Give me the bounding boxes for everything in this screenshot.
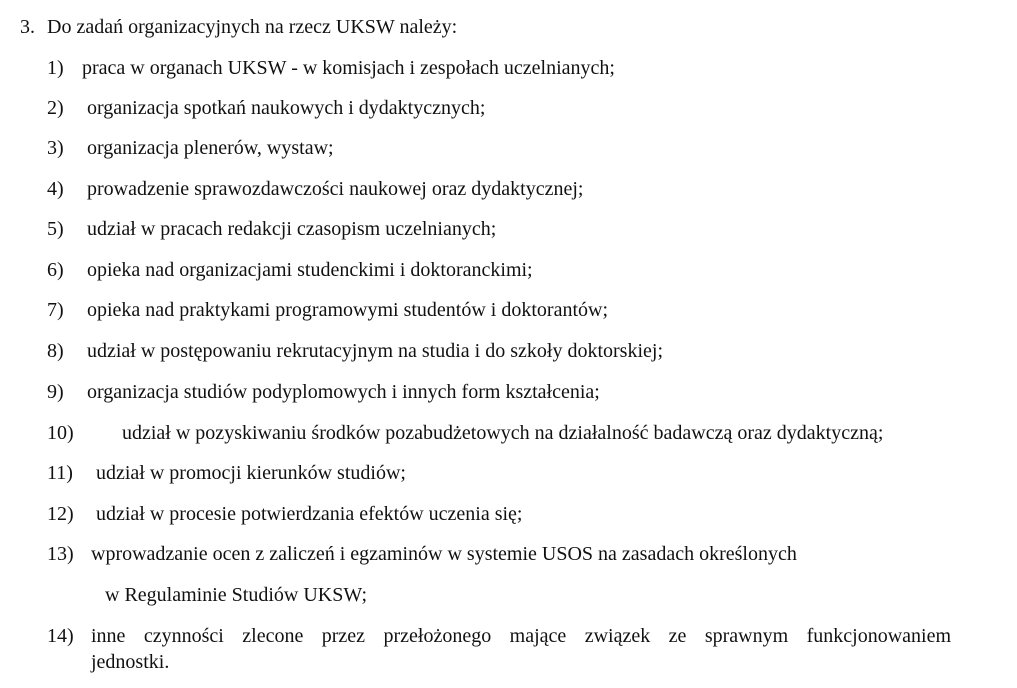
list-item-number: 14)	[47, 625, 74, 647]
list-item-number: 4)	[47, 178, 64, 200]
list-item-number: 8)	[47, 340, 64, 362]
list-item-number: 11)	[47, 462, 73, 484]
list-item-number: 10)	[47, 422, 74, 444]
section-number: 3.	[20, 16, 35, 38]
list-item-number: 6)	[47, 259, 64, 281]
list-item-text: organizacja plenerów, wystaw;	[87, 137, 334, 159]
list-item-text-continuation: w Regulaminie Studiów UKSW;	[105, 584, 368, 606]
list-item-number: 5)	[47, 218, 64, 240]
list-item-number: 12)	[47, 503, 74, 525]
list-item-number: 1)	[47, 57, 64, 79]
list-item-text: organizacja studiów podyplomowych i innych form kształcenia;	[87, 381, 600, 403]
list-item-number: 2)	[47, 97, 64, 119]
section-heading: Do zadań organizacyjnych na rzecz UKSW należy:	[47, 16, 458, 38]
list-item-text: udział w procesie potwierdzania efektów uczenia się;	[96, 503, 523, 525]
list-item-text: udział w promocji kierunków studiów;	[96, 462, 406, 484]
list-item-text: opieka nad organizacjami studenckimi i doktoranckimi;	[87, 259, 533, 281]
list-item-text: inne czynności zlecone przez przełożonego mające związek ze sprawnym funkcjonowaniem	[91, 625, 951, 647]
list-item-text: wprowadzanie ocen z zaliczeń i egzaminów w systemie USOS na zasadach określonych	[91, 543, 797, 565]
list-item-text: udział w pracach redakcji czasopism uczelnianych;	[87, 218, 497, 240]
list-item-number: 7)	[47, 299, 64, 321]
list-item-text: prowadzenie sprawozdawczości naukowej oraz dydaktycznej;	[87, 178, 584, 200]
list-item-number: 9)	[47, 381, 64, 403]
list-item-text: udział w pozyskiwaniu środków pozabudżetowych na działalność badawczą oraz dydaktyczną;	[122, 422, 884, 444]
list-item-number: 3)	[47, 137, 64, 159]
list-item-text: organizacja spotkań naukowych i dydaktycznych;	[87, 97, 486, 119]
list-item-text: praca w organach UKSW - w komisjach i zespołach uczelnianych;	[82, 57, 615, 79]
list-item-text: opieka nad praktykami programowymi studentów i doktorantów;	[87, 299, 609, 321]
list-item-text-continuation: jednostki.	[91, 651, 170, 673]
list-item-number: 13)	[47, 543, 74, 565]
list-item-text: udział w postępowaniu rekrutacyjnym na studia i do szkoły doktorskiej;	[87, 340, 663, 362]
